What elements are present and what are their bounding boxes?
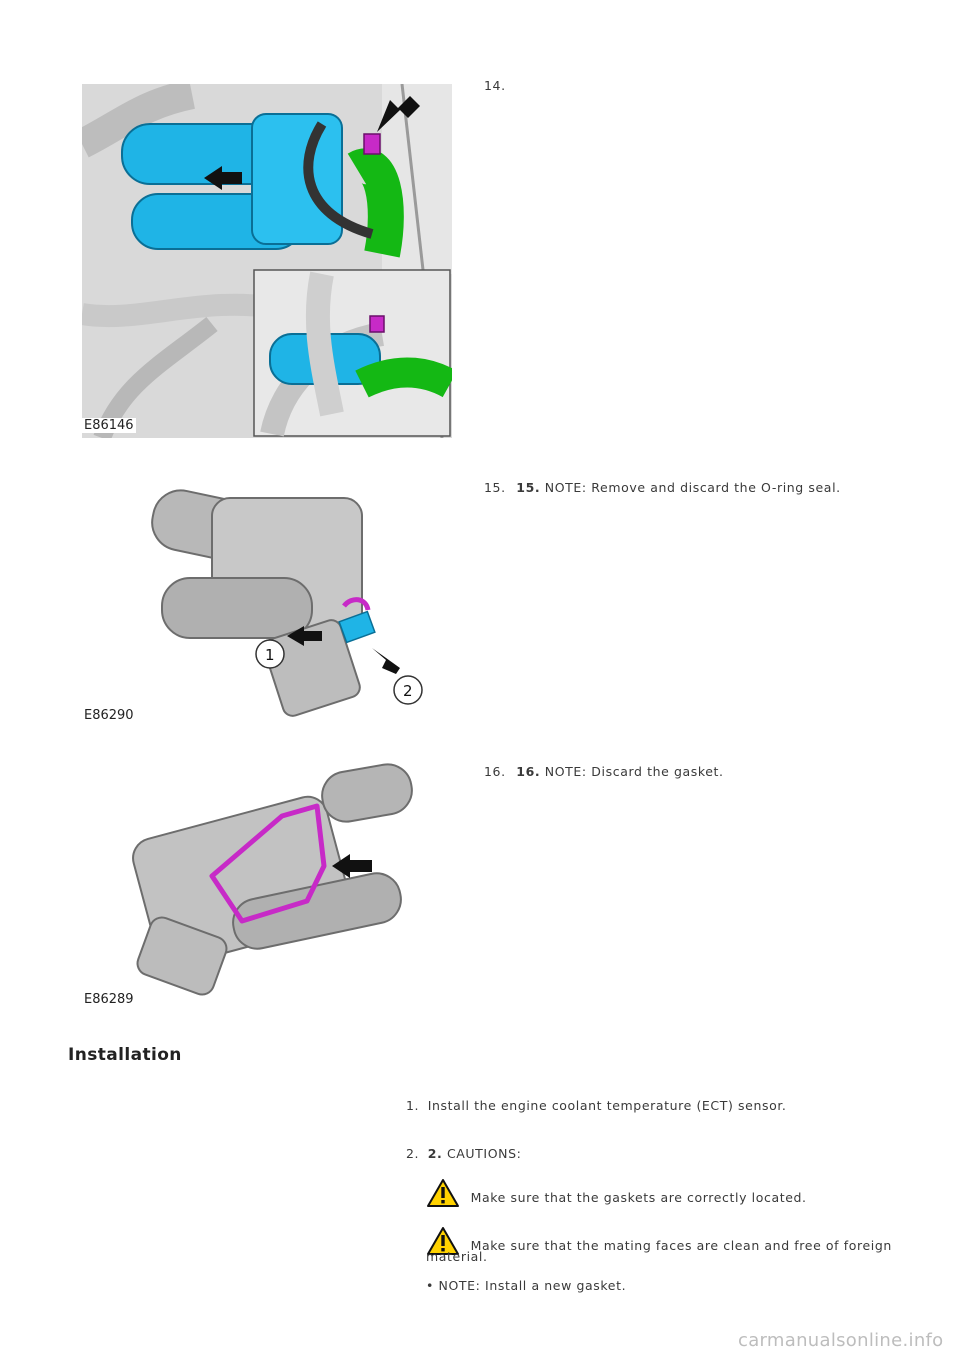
install-step-2-bold-label: 2.	[427, 1146, 443, 1161]
install-step-2-title: CAUTIONS:	[446, 1146, 522, 1161]
thermostat-housing-illustration	[82, 478, 452, 724]
step-15-number: 15.	[484, 480, 506, 495]
install-step-1	[406, 1098, 787, 1113]
figure-e86289	[82, 756, 452, 1008]
engine-bay-illustration	[82, 84, 452, 438]
section-heading-installation: Installation	[68, 1045, 182, 1065]
step-14-number: 14.	[484, 78, 506, 93]
figure-label: E86290	[84, 708, 134, 723]
install-step-2	[406, 1146, 521, 1161]
step-15	[484, 480, 841, 495]
install-step-1-number: 1.	[406, 1098, 420, 1113]
caution-2	[426, 1226, 892, 1256]
watermark: carmanualsonline.info	[738, 1330, 944, 1351]
step-16	[484, 764, 724, 779]
step-15-bold-label: 15.	[516, 480, 541, 495]
step-15-text: NOTE: Remove and discard the O-ring seal.	[544, 480, 841, 495]
figure-label: E86146	[84, 418, 134, 433]
caution-2-text-line1: Make sure that the mating faces are clean and free of foreign	[470, 1238, 892, 1253]
figure-label: E86289	[84, 992, 134, 1007]
step-16-number: 16.	[484, 764, 506, 779]
step-16-bold-label: 16.	[516, 764, 541, 779]
caution-1-text: Make sure that the gaskets are correctly located.	[470, 1190, 807, 1205]
svg-text:1: 1	[265, 646, 275, 664]
warning-icon	[426, 1178, 460, 1208]
svg-text:2: 2	[403, 682, 413, 700]
figure-e86290	[82, 478, 452, 724]
install-step-2-number: 2.	[406, 1146, 420, 1161]
figure-e86146	[82, 84, 452, 438]
caution-1	[426, 1178, 807, 1208]
install-step-1-text: Install the engine coolant temperature (ECT) sensor.	[427, 1098, 787, 1113]
step-16-text: NOTE: Discard the gasket.	[544, 764, 724, 779]
caution-2-text-line2: material.	[426, 1249, 488, 1264]
install-note: • NOTE: Install a new gasket.	[426, 1278, 627, 1293]
gasket-illustration	[82, 756, 452, 1008]
